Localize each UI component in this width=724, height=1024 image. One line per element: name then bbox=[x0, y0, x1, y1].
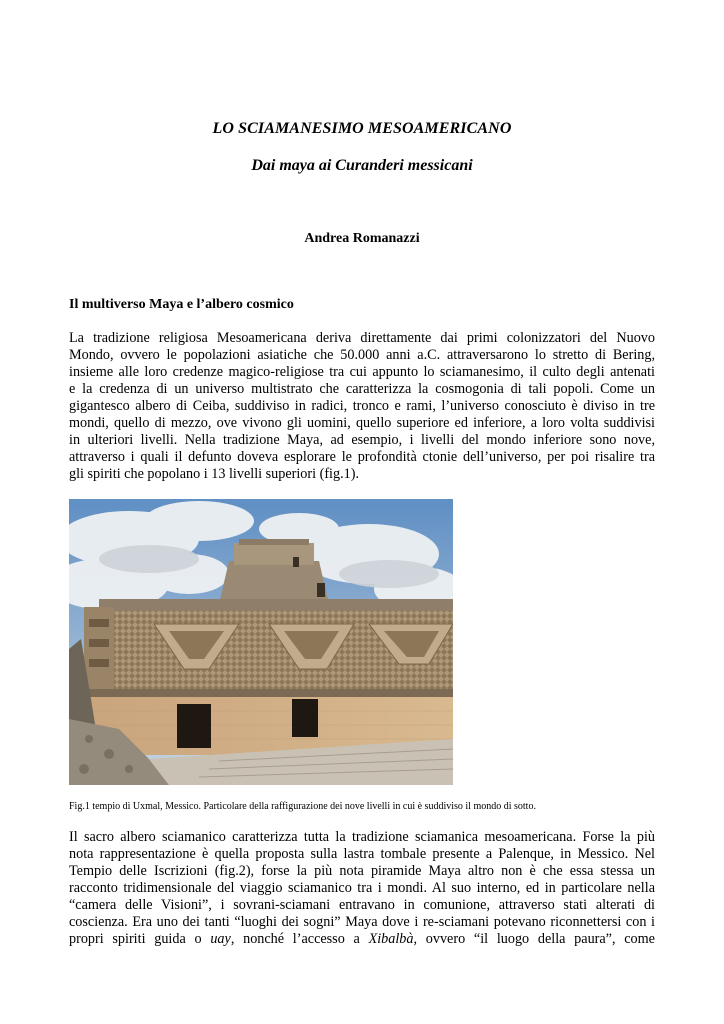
paragraph-line: in ulteriori livelli. Nella tradizione Maya, ad esempio, i livelli del mondo inferiore sono nove, bbox=[69, 432, 655, 448]
paragraph-line: gigantesco albero di Ceiba, suddiviso in radici, tronco e rami, l’universo conosciuto è diviso in tre bbox=[69, 398, 655, 414]
paragraph-line: nota rappresentazione è quella proposta sulla lastra tombale presente a Palenque, in Messico. Nel bbox=[69, 846, 655, 862]
text-span: propri spiriti guida o bbox=[69, 931, 211, 947]
paragraph-line-last bbox=[69, 931, 655, 948]
paragraph-line: mondi, quello di mezzo, ove vivono gli uomini, quello superiore ed inferiore, a loro volta suddivisi bbox=[69, 415, 655, 431]
paragraph-line: e la credenza di un universo multistrato che caratterizza la cosmogonia di tali popoli. Come un bbox=[69, 381, 655, 397]
term-uay: uay bbox=[210, 931, 231, 947]
paragraph-line: insieme alle loro credenze magico-religiose tra cui appunto lo sciamanesimo, il culto degli antenati bbox=[69, 364, 655, 380]
paragraph-line: Mondo, ovvero le popolazioni asiatiche che 50.000 anni a.C. attraversarono lo stretto di Bering, bbox=[69, 347, 655, 363]
uxmal-temple-photo bbox=[69, 499, 453, 785]
text-span: , ovvero “il luogo della paura”, come bbox=[413, 931, 655, 947]
paragraph-line: attraverso i quali il defunto doveva esplorare le profondità ctonie dell’universo, per poi risalire tra bbox=[69, 449, 655, 465]
paragraph-line: “camera delle Visioni”, i sovrani-sciamani entravano in comunione, attraverso stati alterati di bbox=[69, 897, 655, 913]
section-heading: Il multiverso Maya e l’albero cosmico bbox=[69, 297, 294, 312]
paragraph-line: Tempio delle Iscrizioni (fig.2), forse la più nota piramide Maya altro non è che essa stessa un bbox=[69, 863, 655, 879]
figure-caption: Fig.1 tempio di Uxmal, Messico. Particolare della raffigurazione dei nove livelli in cui è suddiviso il mondo di sotto. bbox=[69, 801, 536, 812]
text-span: , nonché l’accesso a bbox=[230, 931, 369, 947]
paragraph-line: La tradizione religiosa Mesoamericana deriva direttamente dai primi colonizzatori del Nuovo bbox=[69, 330, 655, 346]
paragraph-1 bbox=[69, 330, 655, 483]
document-subtitle: Dai maya ai Curanderi messicani bbox=[251, 157, 473, 174]
paragraph-2 bbox=[69, 829, 655, 948]
paragraph-line: gli spiriti che popolano i 13 livelli superiori (fig.1). bbox=[69, 466, 360, 482]
term-xibalba: Xibalbà bbox=[368, 931, 414, 947]
author-name: Andrea Romanazzi bbox=[304, 231, 420, 246]
document-title: LO SCIAMANESIMO MESOAMERICANO bbox=[212, 120, 512, 137]
paragraph-line: racconto tridimensionale del viaggio sciamanico tra i mondi. Al suo interno, ed in particolare nella bbox=[69, 880, 655, 896]
paragraph-line: coscienza. Era uno dei tanti “luoghi dei sogni” Maya dove i re-sciamani potevano riconnettersi con i bbox=[69, 914, 655, 930]
paragraph-line: Il sacro albero sciamanico caratterizza tutta la tradizione sciamanica mesoamericana. Forse la più bbox=[69, 829, 655, 845]
